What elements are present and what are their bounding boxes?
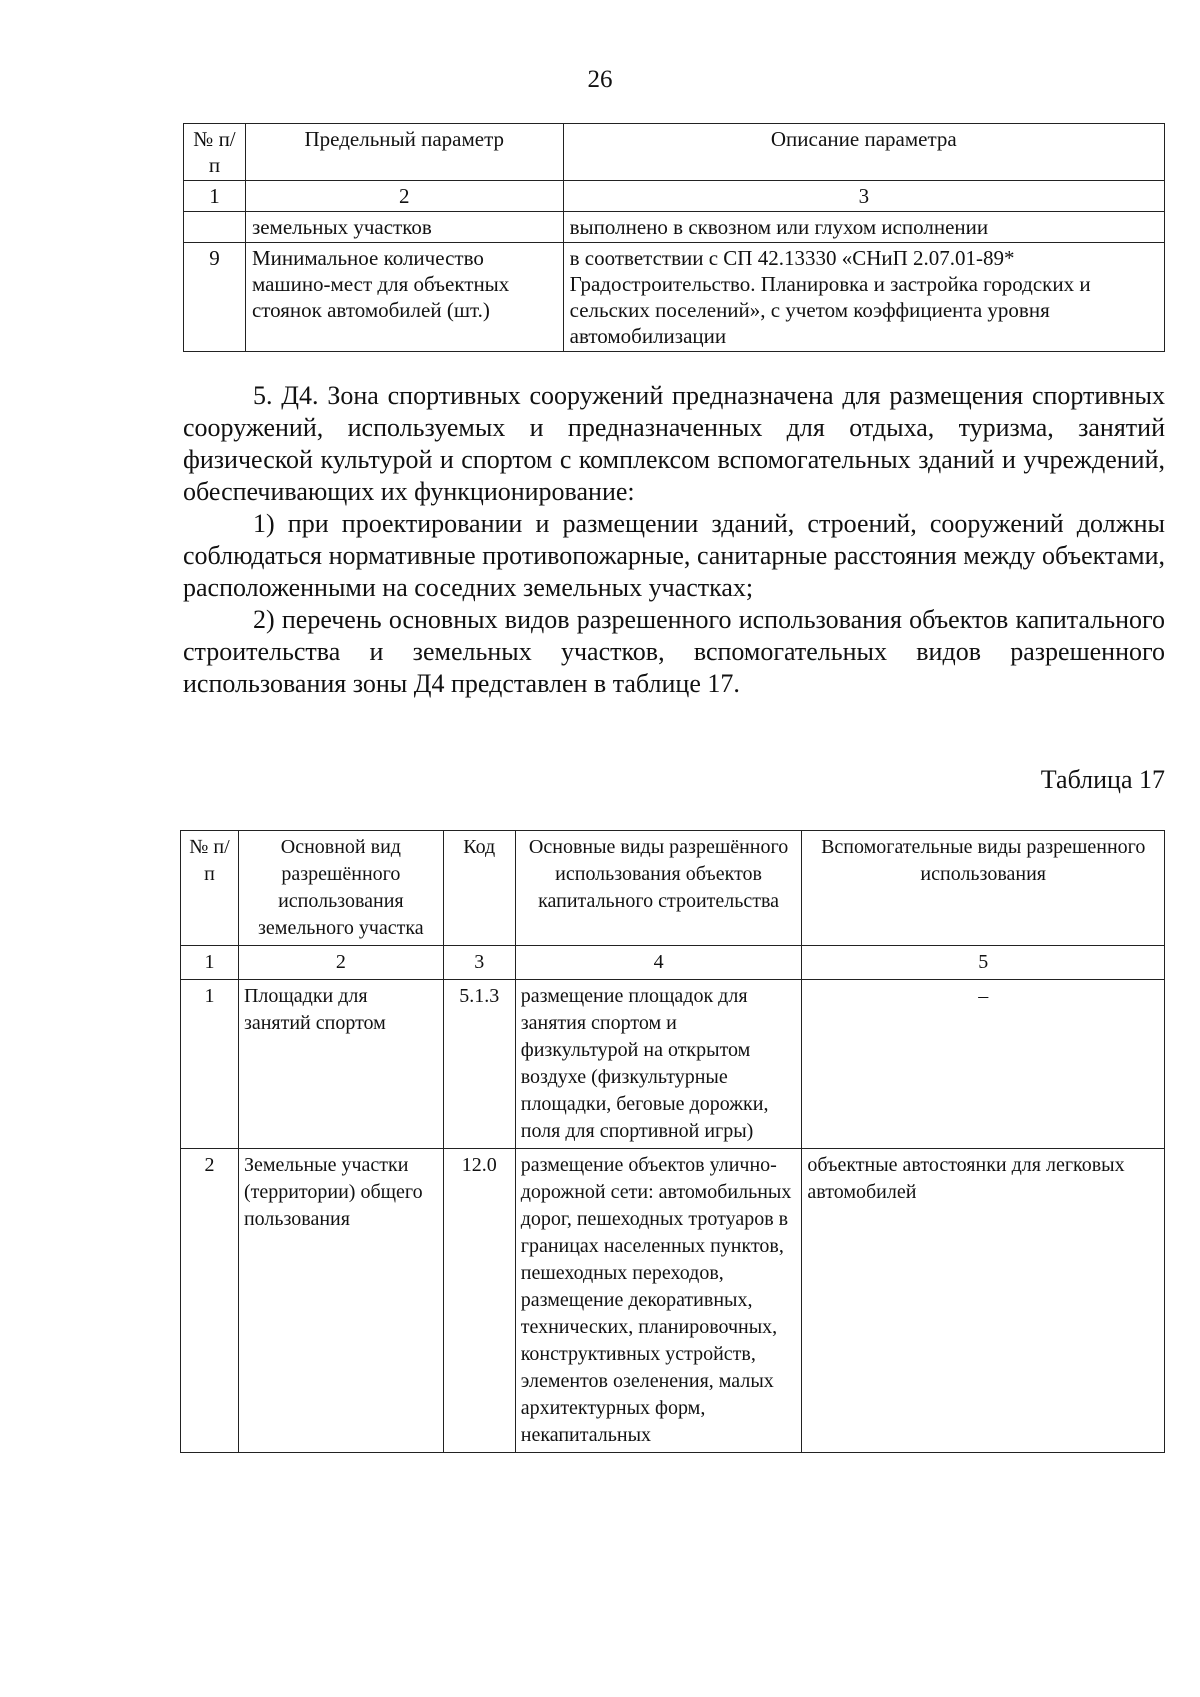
auxiliary-use-cell: – (802, 980, 1165, 1149)
table-row (181, 980, 1165, 1149)
header-cell: Описание параметра (563, 124, 1164, 181)
column-number: 3 (443, 946, 515, 980)
row-number: 9 (184, 243, 246, 352)
paragraph-zone-description: 5. Д4. Зона спортивных сооружений предназначена для размещения спортивных сооружений, используемых и предназначенных для отдыха, туризма, занятий физической культурой и спортом с комплексом вспомогательных зданий и учреждений, обеспечивающих их функционирование: (183, 381, 1165, 506)
body-text (183, 380, 1165, 700)
table-header-row (184, 124, 1165, 181)
paragraph-item-2: 2) перечень основных видов разрешенного использования объектов капитального строительства и земельных участков, вспомогательных видов разрешенного использования зоны Д4 представлен в таблице 17. (183, 605, 1165, 698)
code-cell: 12.0 (443, 1149, 515, 1453)
header-cell: Основной вид разрешённого использования земельного участка (238, 831, 443, 946)
header-cell: Вспомогательные виды разрешенного использования (802, 831, 1165, 946)
main-use-cell: размещение площадок для занятия спортом и физкультурой на открытом воздухе (физкультурные площадки, беговые дорожки, поля для спортивной игры) (515, 980, 802, 1149)
parameter-cell: земельных участков (245, 212, 563, 243)
column-number: 4 (515, 946, 802, 980)
table-row (181, 1149, 1165, 1453)
column-number: 1 (184, 181, 246, 212)
column-number: 3 (563, 181, 1164, 212)
header-cell: Код (443, 831, 515, 946)
auxiliary-use-cell: объектные автостоянки для легковых автомобилей (802, 1149, 1165, 1453)
land-use-type-cell: Земельные участки (территории) общего пользования (238, 1149, 443, 1453)
header-cell: Основные виды разрешённого использования объектов капитального строительства (515, 831, 802, 946)
description-cell: в соответствии с СП 42.13330 «СНиП 2.07.01-89* Градостроительство. Планировка и застройка городских и сельских поселений», с учетом коэффициента уровня автомобилизации (563, 243, 1164, 352)
table-header-row (181, 831, 1165, 946)
table-row (184, 212, 1165, 243)
row-number (184, 212, 246, 243)
header-cell: № п/п (184, 124, 246, 181)
land-use-type-cell: Площадки для занятий спортом (238, 980, 443, 1149)
column-number: 5 (802, 946, 1165, 980)
code-cell: 5.1.3 (443, 980, 515, 1149)
column-number: 2 (238, 946, 443, 980)
table-row (184, 243, 1165, 352)
column-number-row (184, 181, 1165, 212)
header-cell: Предельный параметр (245, 124, 563, 181)
column-number: 1 (181, 946, 239, 980)
main-use-cell: размещение объектов улично-дорожной сети: автомобильных дорог, пешеходных тротуаров в границах населенных пунктов, пешеходных переходов, размещение декоративных, технических, планировочных, конструктивных устройств, элементов озеленения, малых архитектурных форм, некапитальных (515, 1149, 802, 1453)
column-number: 2 (245, 181, 563, 212)
description-cell: выполнено в сквозном или глухом исполнении (563, 212, 1164, 243)
parameters-table (183, 123, 1165, 352)
table-caption: Таблица 17 (1040, 765, 1165, 794)
row-number: 1 (181, 980, 239, 1149)
header-cell: № п/п (181, 831, 239, 946)
paragraph-item-1: 1) при проектировании и размещении зданий, строений, сооружений должны соблюдаться нормативные противопожарные, санитарные расстояния между объектами, расположенными на соседних земельных участках; (183, 509, 1165, 602)
page-number: 26 (587, 66, 613, 93)
row-number: 2 (181, 1149, 239, 1453)
land-use-table (180, 830, 1165, 1453)
column-number-row (181, 946, 1165, 980)
parameter-cell: Минимальное количество машино-мест для объектных стоянок автомобилей (шт.) (245, 243, 563, 352)
